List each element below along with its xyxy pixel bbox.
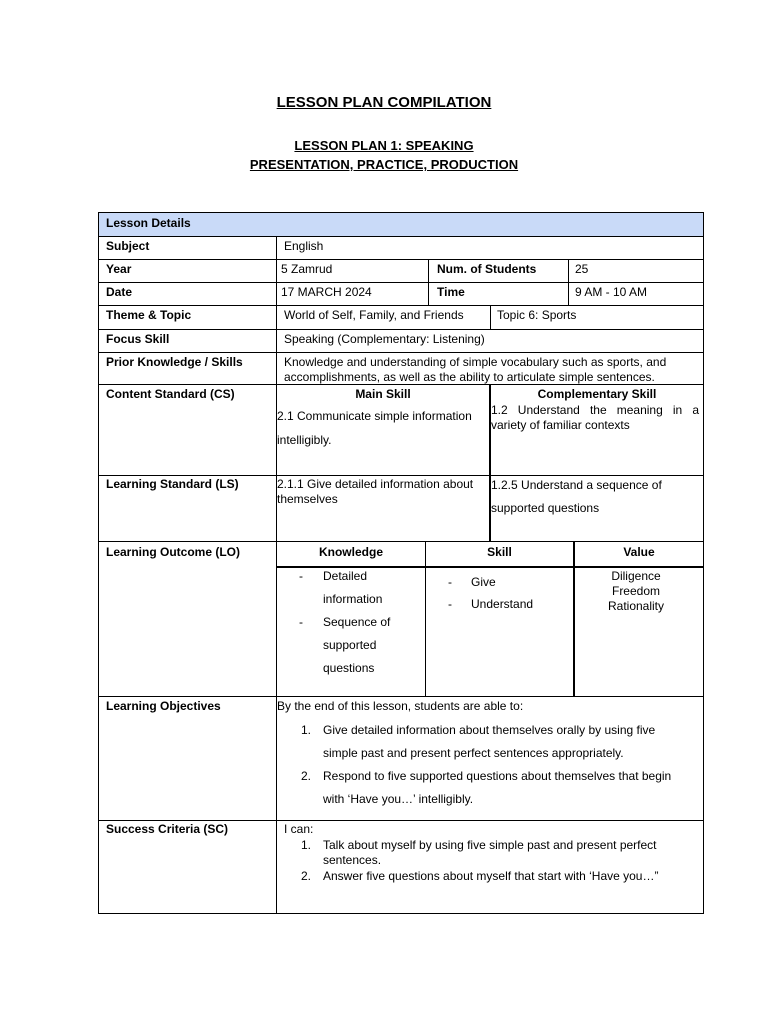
- cs-complementary: 1.2 Understand the meaning in a variety of familiar contexts: [491, 403, 699, 432]
- objective-text: with ‘Have you…’ intelligibly.: [323, 792, 474, 806]
- focus-label: Focus Skill: [106, 332, 170, 346]
- value-item: Freedom: [611, 584, 661, 598]
- row-divider: [99, 305, 703, 306]
- column-divider: [428, 259, 429, 305]
- objective-number: 2.: [301, 769, 312, 783]
- time-value: 9 AM - 10 AM: [575, 285, 648, 299]
- lesson-details-table: [98, 212, 704, 914]
- objectives-intro: By the end of this lesson, students are able to:: [277, 699, 524, 713]
- row-divider: [99, 236, 703, 237]
- knowledge-item-text: information: [323, 592, 383, 606]
- row-divider: [99, 696, 703, 697]
- theme-label: Theme & Topic: [106, 308, 192, 322]
- cs-main-line-2: intelligibly.: [277, 433, 332, 447]
- method-subtitle: PRESENTATION, PRACTICE, PRODUCTION: [249, 157, 519, 172]
- complementary-skill-header: Complementary Skill: [537, 387, 657, 401]
- year-value: 5 Zamrud: [281, 262, 333, 276]
- knowledge-item-text: Detailed: [323, 569, 368, 583]
- skill-header: Skill: [487, 545, 512, 559]
- criterion-text: Talk about myself by using five simple past and present perfect: [323, 838, 657, 852]
- objective-number: 1.: [301, 723, 312, 737]
- sc-intro: I can:: [284, 822, 314, 836]
- ls-label: Learning Standard (LS): [106, 477, 239, 491]
- time-label: Time: [437, 285, 465, 299]
- sc-label: Success Criteria (SC): [106, 822, 229, 836]
- knowledge-item-text: Sequence of: [323, 615, 391, 629]
- page-title: LESSON PLAN COMPILATION: [276, 94, 492, 111]
- year-label: Year: [106, 262, 132, 276]
- knowledge-dash: -: [299, 615, 303, 629]
- topic-value: Topic 6: Sports: [497, 308, 577, 322]
- skill-item-text: Give: [471, 575, 496, 589]
- criterion-text: sentences.: [323, 853, 382, 867]
- ls-main: 2.1.1 Give detailed information about themselves: [277, 477, 474, 506]
- main-skill-header: Main Skill: [355, 387, 411, 401]
- row-divider: [99, 329, 703, 330]
- row-divider: [99, 352, 703, 353]
- skill-value-divider: [573, 541, 575, 696]
- knowledge-item-text: questions: [323, 661, 375, 675]
- row-divider: [99, 820, 703, 821]
- lo-header-divider: [276, 566, 703, 568]
- column-divider: [490, 305, 491, 329]
- objective-text: simple past and present perfect sentences appropriately.: [323, 746, 624, 760]
- row-divider: [99, 475, 703, 476]
- subject-label: Subject: [106, 239, 150, 253]
- column-divider: [568, 259, 569, 305]
- date-value: 17 MARCH 2024: [281, 285, 372, 299]
- ls-comp-line-2: supported questions: [491, 501, 600, 515]
- label-column-divider: [276, 236, 277, 913]
- cs-main-line-1: 2.1 Communicate simple information: [277, 409, 472, 423]
- prior-line-2: accomplishments, as well as the ability to articulate simple sentences.: [284, 370, 655, 384]
- objectives-label: Learning Objectives: [106, 699, 221, 713]
- lo-label: Learning Outcome (LO): [106, 545, 241, 559]
- date-label: Date: [106, 285, 133, 299]
- row-divider: [99, 259, 703, 260]
- knowledge-item-text: supported: [323, 638, 377, 652]
- focus-value: Speaking (Complementary: Listening): [284, 332, 485, 346]
- knowledge-dash: -: [299, 569, 303, 583]
- knowledge-skill-divider: [425, 541, 426, 696]
- value-item: Rationality: [607, 599, 665, 613]
- cs-label: Content Standard (CS): [106, 387, 235, 401]
- table-header: Lesson Details: [106, 216, 191, 230]
- students-value: 25: [575, 262, 589, 276]
- theme-value: World of Self, Family, and Friends: [284, 308, 464, 322]
- value-header: Value: [623, 545, 655, 559]
- prior-line-1: Knowledge and understanding of simple vocabulary such as sports, and: [284, 355, 667, 369]
- students-label: Num. of Students: [437, 262, 537, 276]
- criterion-number: 1.: [301, 838, 312, 852]
- criterion-number: 2.: [301, 869, 312, 883]
- lesson-plan-subtitle: LESSON PLAN 1: SPEAKING: [294, 138, 474, 153]
- skill-dash: -: [448, 575, 452, 589]
- subject-value: English: [284, 239, 324, 253]
- row-divider: [99, 541, 703, 542]
- value-item: Diligence: [611, 569, 661, 583]
- prior-label: Prior Knowledge / Skills: [106, 355, 243, 369]
- skill-item-text: Understand: [471, 597, 534, 611]
- objective-text: Give detailed information about themselves orally by using five: [323, 723, 656, 737]
- criterion-text: Answer five questions about myself that start with ‘Have you…”: [323, 869, 659, 883]
- row-divider: [99, 282, 703, 283]
- objective-text: Respond to five supported questions about themselves that begin: [323, 769, 672, 783]
- knowledge-header: Knowledge: [318, 545, 383, 559]
- skill-dash: -: [448, 597, 452, 611]
- ls-comp-line-1: 1.2.5 Understand a sequence of: [491, 478, 662, 492]
